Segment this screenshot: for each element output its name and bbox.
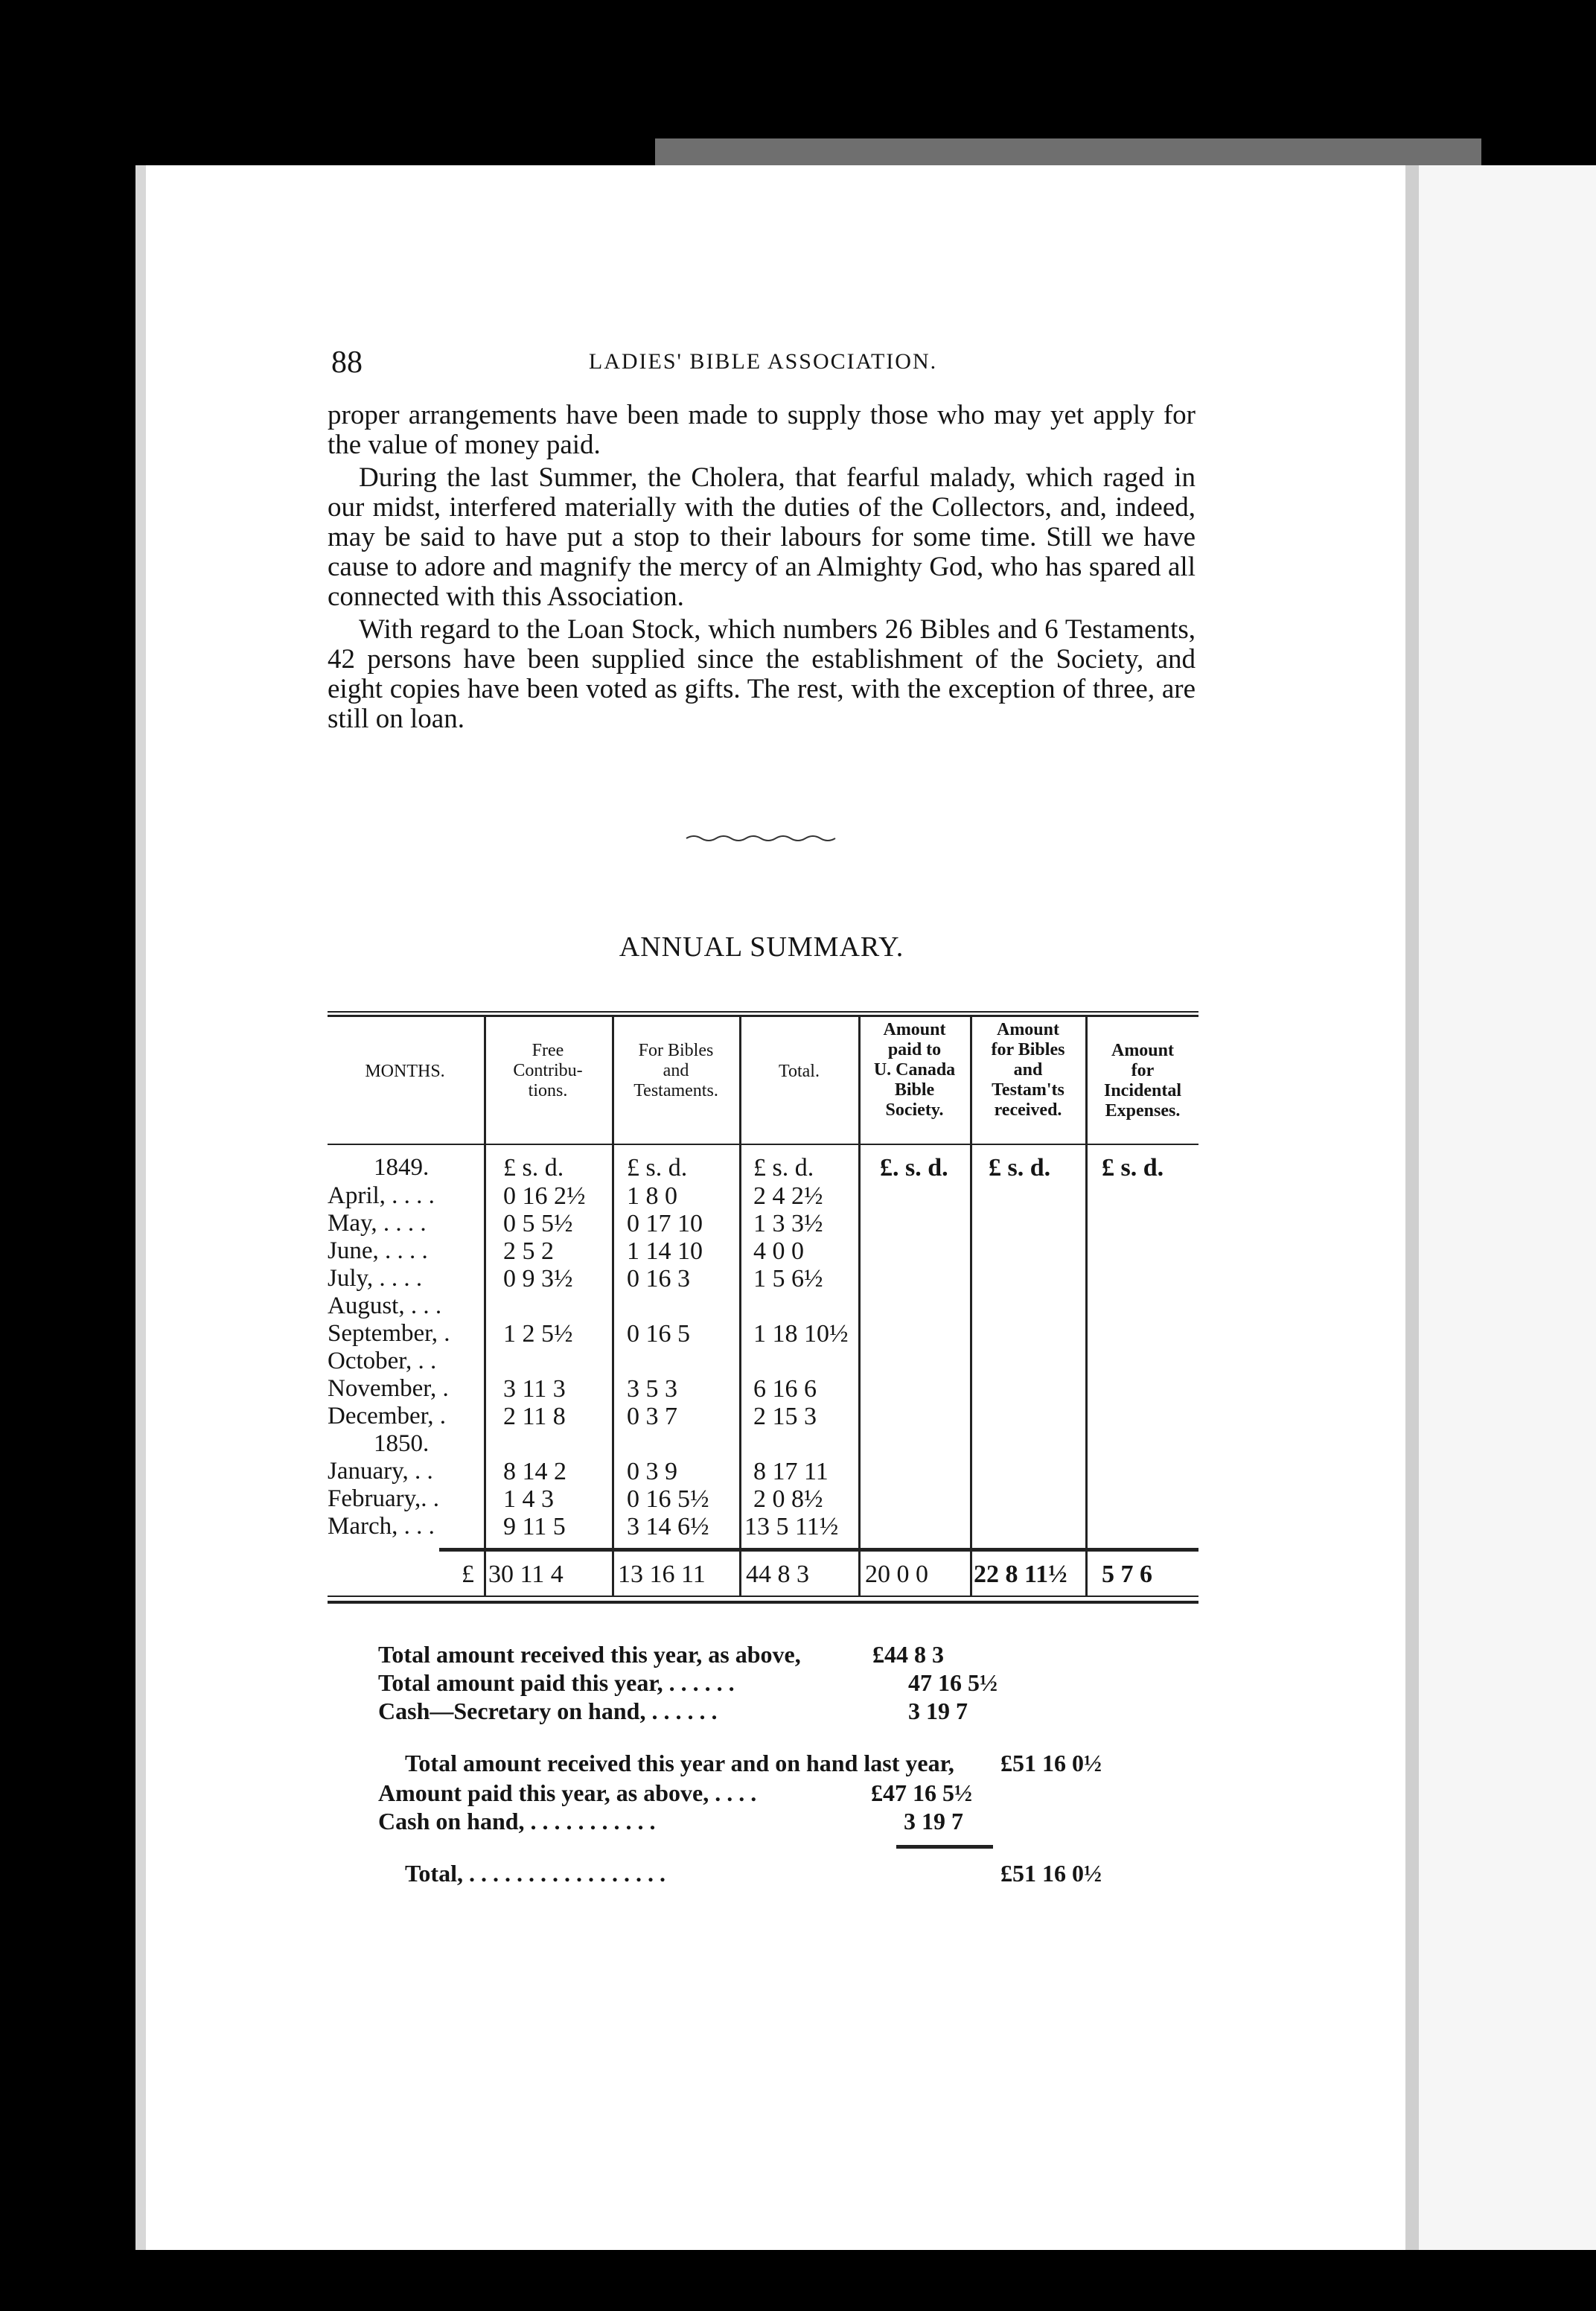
cell-bibles: 0 3 7 [627, 1403, 677, 1430]
page-gutter [1405, 165, 1419, 2250]
units-free: £ s. d. [503, 1154, 564, 1182]
cell-free: 1 4 3 [503, 1485, 554, 1513]
cell-bibles: 3 5 3 [627, 1375, 677, 1403]
cell-bibles: 3 14 6½ [627, 1513, 709, 1540]
summary-line-label: Cash—Secretary on hand, . . . . . . [378, 1698, 718, 1724]
table-bottom-rule-2 [328, 1601, 1198, 1604]
paragraph-3: With regard to the Loan Stock, which numbers 26 Bibles and 6 Testaments, 42 persons have been supplied since the establishment of the Society, and eight copies have been voted as gifts. The rest, with the exception of three, are still on loan. [328, 614, 1196, 734]
cell-total: 2 15 3 [753, 1403, 817, 1430]
totals-paid: 20 0 0 [865, 1561, 928, 1588]
summary-total-amount: £51 16 0½ [1000, 1860, 1102, 1887]
units-received: £ s. d. [989, 1154, 1051, 1182]
cell-bibles: 0 3 9 [627, 1458, 677, 1485]
scan-background-strip [655, 138, 1481, 168]
page-header [331, 345, 1195, 382]
cell-total: 2 0 8½ [753, 1485, 823, 1513]
paragraph-2: During the last Summer, the Cholera, that fearful malady, which raged in our midst, interfered materially with the duties of the Collectors, and, indeed, may be said to have put a stop to their labours for some time. Still we have cause to adore and magnify the mercy of an Almighty God, who has spared all connected with this Association. [328, 462, 1196, 612]
month-label: January, . . [328, 1458, 433, 1485]
header-amount-paid: Amount paid to U. Canada Bible Society. [873, 1020, 956, 1120]
summary-line-amount: £51 16 0½ [1000, 1750, 1102, 1776]
cell-free: 0 16 2½ [503, 1182, 586, 1210]
body-text [328, 401, 1196, 734]
summary-rule [896, 1845, 993, 1849]
header-total: Total. [779, 1062, 820, 1081]
totals-received: 22 8 11½ [974, 1561, 1067, 1588]
table-top-rule [328, 1011, 1198, 1013]
cell-free: 1 2 5½ [503, 1320, 573, 1348]
month-label: July, . . . . [328, 1265, 423, 1292]
cell-free: 0 5 5½ [503, 1210, 573, 1237]
column-divider [739, 1017, 741, 1596]
header-for-bibles: For Bibles and Testaments. [633, 1041, 718, 1100]
month-label: December, . [328, 1403, 447, 1429]
cell-bibles: 0 16 5½ [627, 1485, 709, 1513]
units-incidental: £ s. d. [1102, 1154, 1164, 1182]
cell-total: 1 18 10½ [753, 1320, 849, 1348]
cell-total: 8 17 11 [753, 1458, 829, 1485]
summary-line-amount: £44 8 3 [872, 1641, 944, 1668]
annual-summary-table [328, 1011, 1198, 1629]
header-amount-incidental: Amount for Incidental Expenses. [1103, 1041, 1181, 1121]
month-label: September, . [328, 1320, 450, 1347]
summary-line-label: Total amount paid this year, . . . . . . [378, 1669, 735, 1696]
cell-bibles: 1 14 10 [627, 1237, 703, 1265]
cell-bibles: 0 16 3 [627, 1265, 690, 1292]
header-bottom-rule [328, 1144, 1198, 1145]
header-amount-received: Amount for Bibles and Testam'ts received. [991, 1020, 1065, 1120]
year-1850: 1850. [374, 1430, 430, 1457]
totals-bibles: 13 16 11 [618, 1561, 706, 1588]
cell-free: 2 11 8 [503, 1403, 566, 1430]
header-months: MONTHS. [365, 1062, 445, 1081]
page-number: 88 [331, 345, 363, 380]
column-divider [484, 1017, 486, 1596]
units-paid: £. s. d. [880, 1154, 948, 1182]
header-free-contributions: Free Contribu- tions. [513, 1041, 583, 1100]
cell-free: 2 5 2 [503, 1237, 554, 1265]
units-bibles: £ s. d. [627, 1154, 688, 1182]
table-bottom-rule [328, 1596, 1198, 1597]
totals-incidental: 5 7 6 [1102, 1561, 1152, 1588]
summary-line-label: Total amount received this year and on hand last year, [405, 1750, 954, 1776]
cell-total: 1 3 3½ [753, 1210, 823, 1237]
summary-line-label: Total amount received this year, as above, [378, 1641, 801, 1668]
summary-line-label: Cash on hand, . . . . . . . . . . . [378, 1808, 656, 1835]
cell-total: 2 4 2½ [753, 1182, 823, 1210]
cell-total: 6 16 6 [753, 1375, 817, 1403]
totals-free: 30 11 4 [488, 1561, 564, 1588]
month-label: March, . . . [328, 1513, 435, 1540]
month-label: February,. . [328, 1485, 439, 1512]
totals-rule [439, 1548, 1198, 1552]
totals-total: 44 8 3 [746, 1561, 809, 1588]
summary-title: ANNUAL SUMMARY. [619, 931, 904, 963]
units-total: £ s. d. [753, 1154, 814, 1182]
paragraph-1: proper arrangements have been made to supply those who may yet apply for the value of money paid. [328, 400, 1196, 460]
cell-free: 9 11 5 [503, 1513, 566, 1540]
summary-line-amount: £47 16 5½ [871, 1779, 972, 1806]
ornament-divider [685, 832, 841, 844]
summary-line-amount: 3 19 7 [904, 1808, 963, 1835]
summary-line-amount: 47 16 5½ [908, 1669, 998, 1696]
month-label: May, . . . . [328, 1210, 427, 1237]
summary-line-label: Amount paid this year, as above, . . . . [378, 1779, 757, 1806]
month-label: November, . [328, 1375, 449, 1402]
cell-total: 13 5 11½ [744, 1513, 839, 1540]
cell-free: 8 14 2 [503, 1458, 566, 1485]
month-label: June, . . . . [328, 1237, 428, 1264]
totals-currency: £ [462, 1561, 474, 1588]
month-label: April, . . . . [328, 1182, 435, 1209]
cell-bibles: 0 17 10 [627, 1210, 703, 1237]
month-label: October, . . [328, 1348, 437, 1374]
cell-free: 0 9 3½ [503, 1265, 573, 1292]
cell-total: 1 5 6½ [753, 1265, 823, 1292]
column-divider [612, 1017, 614, 1596]
cell-total: 4 0 0 [753, 1237, 804, 1265]
summary-total-label: Total, . . . . . . . . . . . . . . . . . [405, 1860, 665, 1887]
year-1849: 1849. [374, 1154, 430, 1181]
summary-line-amount: 3 19 7 [908, 1698, 968, 1724]
cell-free: 3 11 3 [503, 1375, 566, 1403]
facing-page-edge [1419, 165, 1596, 2250]
cell-bibles: 1 8 0 [627, 1182, 677, 1210]
cell-bibles: 0 16 5 [627, 1320, 690, 1348]
month-label: August, . . . [328, 1292, 442, 1319]
table-top-rule-2 [328, 1015, 1198, 1017]
running-title: LADIES' BIBLE ASSOCIATION. [588, 349, 938, 374]
